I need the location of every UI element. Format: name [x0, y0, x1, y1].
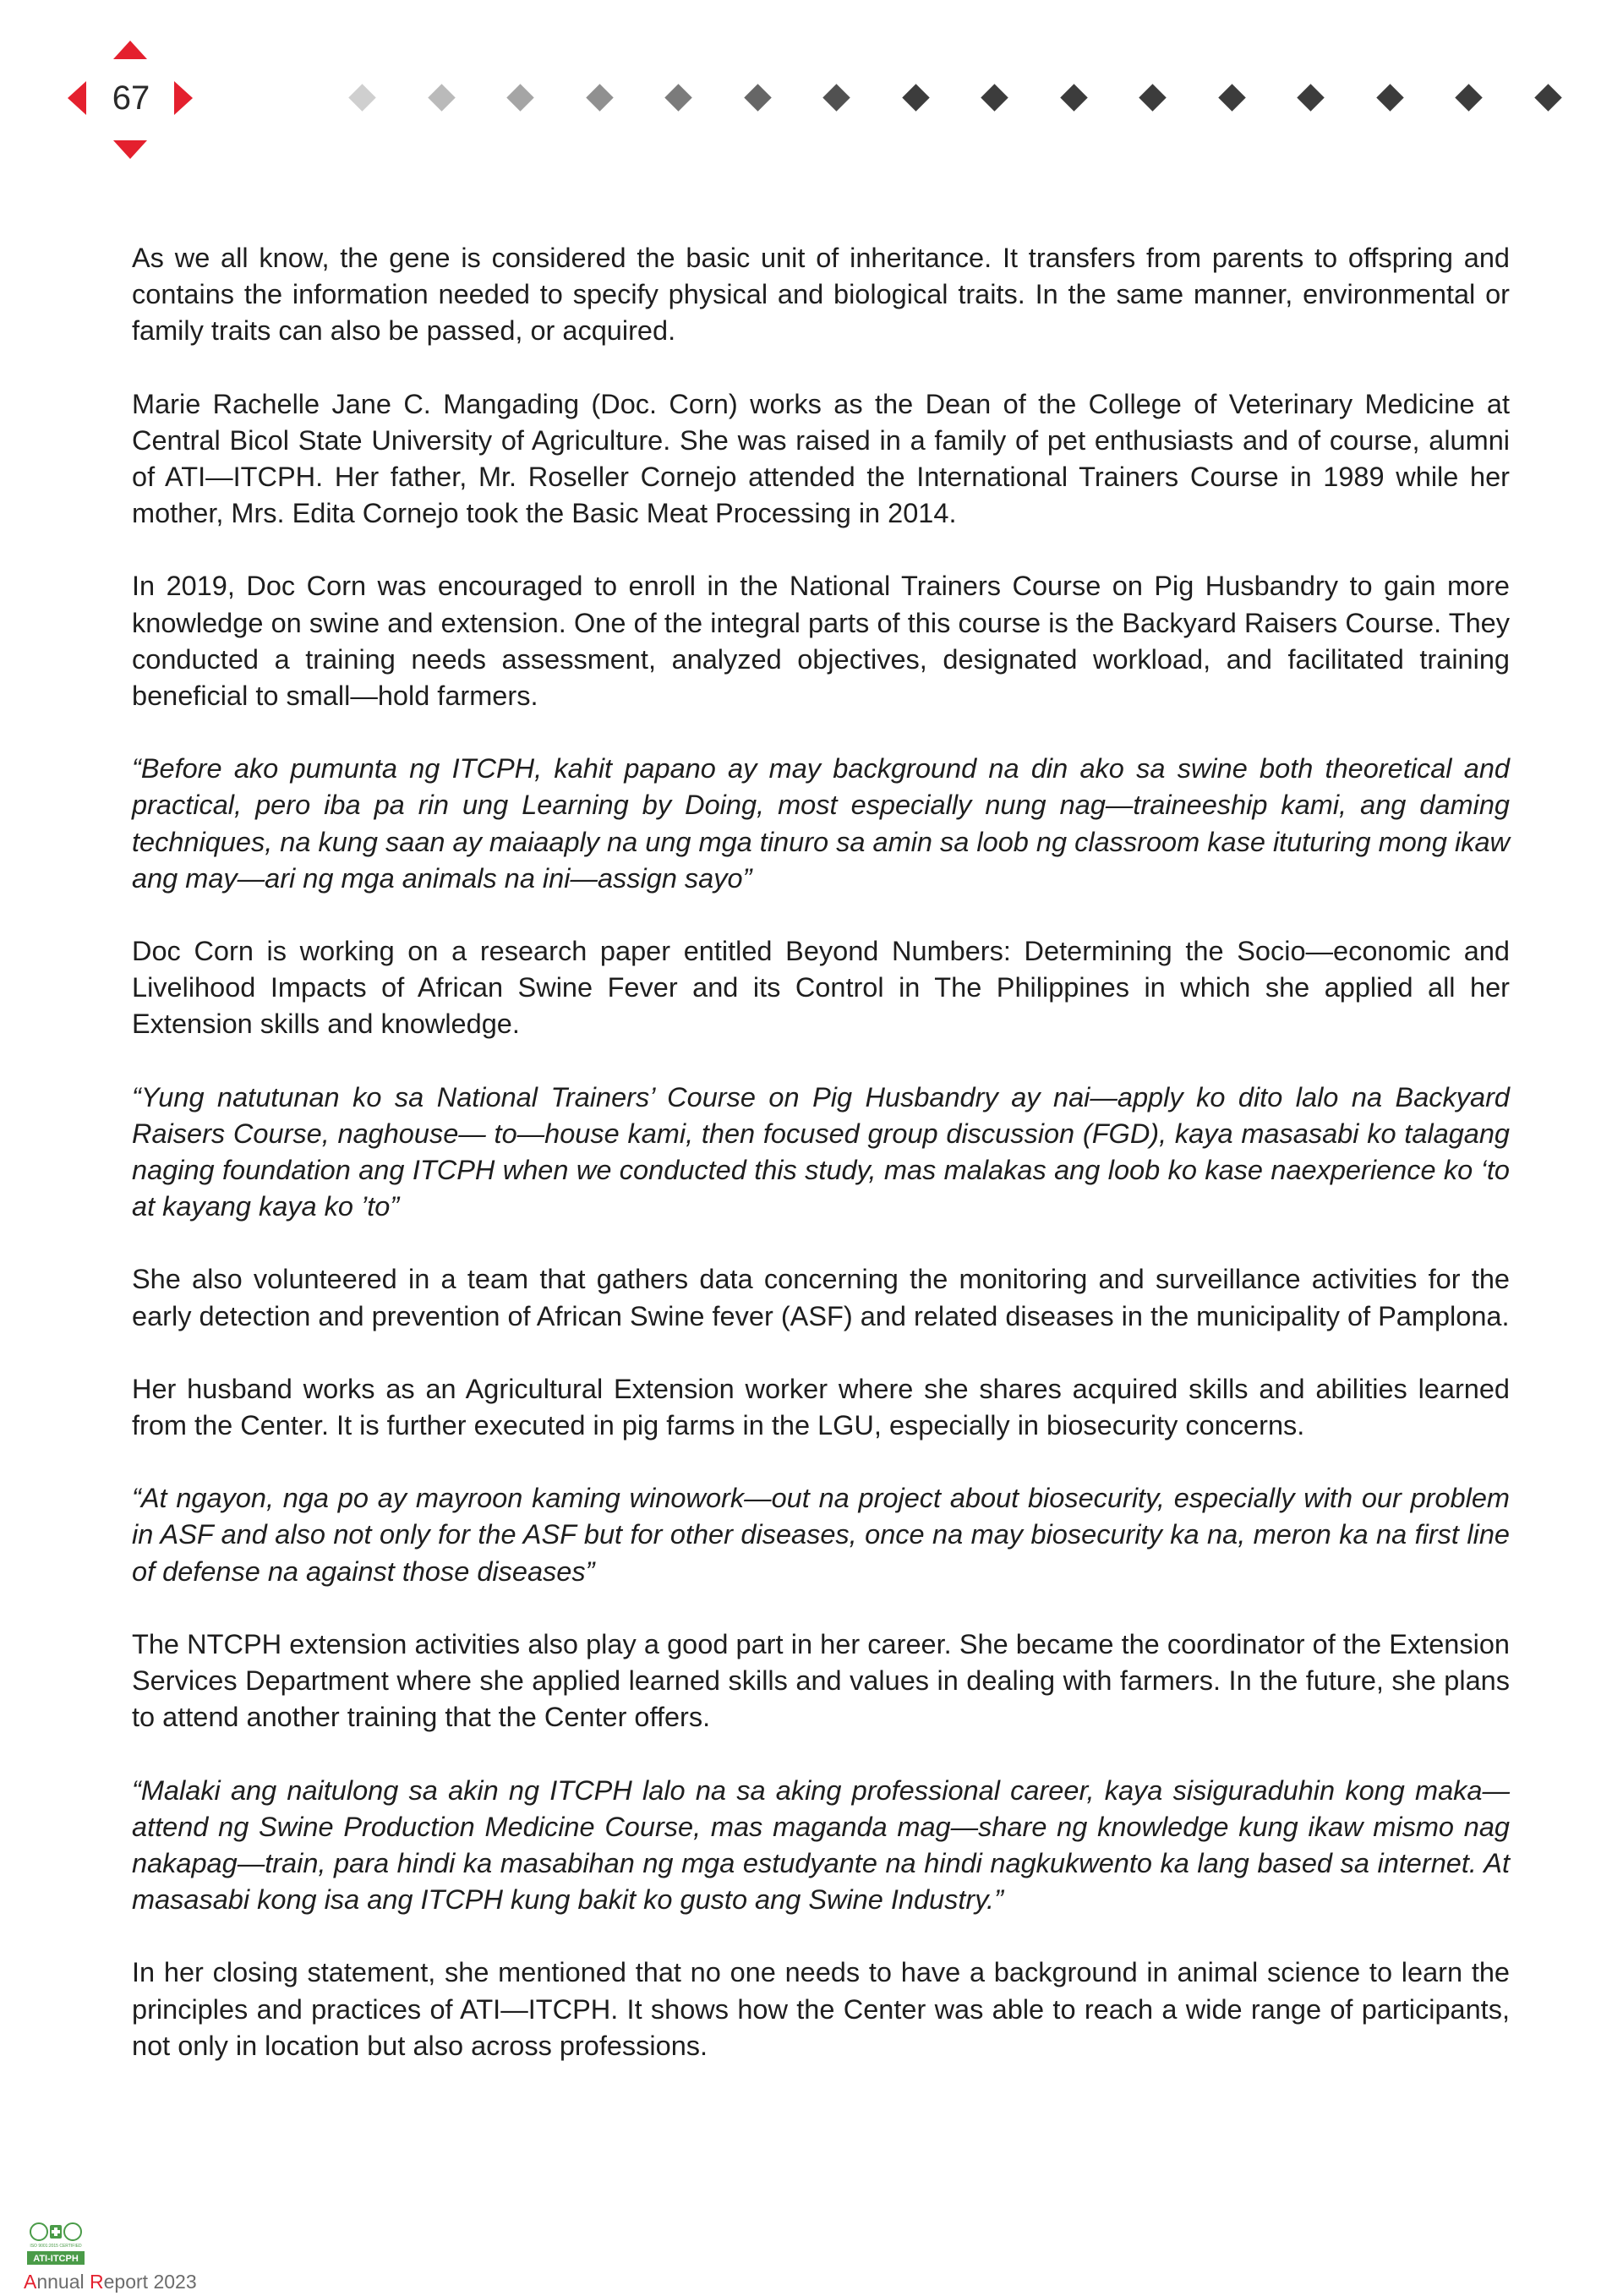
- diamond-ornament-icon: [664, 84, 692, 112]
- quote-paragraph: “Yung natutunan ko sa National Trainers’ Course on Pig Husbandry ay nai—apply ko dito lalo na Backyard Raisers Course, naghouse— to—house kami, then focused group discussion (FGD), kaya masasabi ko talagang naging foundation ang ITCPH when we conducted this study, mas malakas ang loob ko kase naexperience ko ‘to at kayang kaya ko ’to”: [132, 1081, 1510, 1222]
- diamond-ornament-icon: [1060, 84, 1088, 112]
- body-paragraph: The NTCPH extension activities also play a good part in her career. She became the coordinator of the Extension Services Department where she applied learned skills and values in dealing with farmers. In the future, she plans to attend another training that the Center offers.: [132, 1628, 1510, 1733]
- diamond-ornament-icon: [1455, 84, 1483, 112]
- footer: [22, 2215, 276, 2293]
- diamond-ornament-icon: [902, 84, 930, 112]
- diamond-ornament-icon: [586, 84, 614, 112]
- diamond-ornament-icon: [506, 84, 534, 112]
- body-paragraph: Doc Corn is working on a research paper entitled Beyond Numbers: Determining the Socio—economic and Livelihood Impacts of African Swine Fever and its Control in The Philippines in which she applied all her Extension skills and knowledge.: [132, 936, 1510, 1040]
- report-text-part-2: eport 2023: [103, 2271, 197, 2293]
- logo-caption: ISO 9001:2015 CERTIFIED: [30, 2244, 82, 2249]
- report-text-part-1: nnual: [36, 2271, 90, 2293]
- diamond-ornament-icon: [1534, 84, 1562, 112]
- annual-report-label: [24, 2271, 197, 2293]
- article-body: [132, 240, 1510, 2101]
- report-accent-letter-a: A: [24, 2271, 37, 2293]
- decorative-diamond-row: [0, 0, 1623, 135]
- diamond-ornament-icon: [348, 84, 376, 112]
- body-paragraph: Her husband works as an Agricultural Extension worker where she shares acquired skills and abilities learned from the Center. It is further executed in pig farms in the LGU, especially in biosecurity concerns.: [132, 1373, 1510, 1441]
- diamond-ornament-icon: [822, 84, 850, 112]
- body-paragraph: In 2019, Doc Corn was encouraged to enroll in the National Trainers Course on Pig Husbandry to gain more knowledge on swine and extension. One of the integral parts of this course is the Backyard Raisers Course. They conducted a training needs assessment, analyzed objectives, designated workload, and facilitated training beneficial to small—hold farmers.: [132, 571, 1510, 712]
- body-paragraph: She also volunteered in a team that gathers data concerning the monitoring and surveillance activities for the early detection and prevention of African Swine fever (ASF) and related diseases in the municipality of Pamplona.: [132, 1264, 1510, 1331]
- diamond-ornament-icon: [744, 84, 772, 112]
- report-accent-letter-r: R: [90, 2271, 104, 2293]
- diamond-ornament-icon: [1376, 84, 1404, 112]
- quote-paragraph: “Before ako pumunta ng ITCPH, kahit papano ay may background na din ako sa swine both theoretical and practical, pero iba pa rin ung Learning by Doing, most especially nung nag—traineeship kami, ang daming techniques, na kung saan ay maiaaply na ung mga tinuro sa amin sa loob ng classroom kase ituturing mong ikaw ang may—ari ng mga animals na ini—assign sayo”: [132, 753, 1510, 894]
- page-number: 67: [112, 79, 150, 117]
- quote-paragraph: “At ngayon, nga po ay mayroon kaming winowork—out na project about biosecurity, especially with our problem in ASF and also not only for the ASF but for other diseases, once na may biosecurity ka na, meron ka na first line of defense na against those diseases”: [132, 1483, 1510, 1587]
- diamond-ornament-icon: [981, 84, 1008, 112]
- diamond-ornament-icon: [1218, 84, 1246, 112]
- logo-text: ATI-ITCPH: [33, 2254, 79, 2264]
- body-paragraph: In her closing statement, she mentioned that no one needs to have a background in animal science to learn the principles and practices of ATI—ITCPH. It shows how the Center was able to reach a wide range of participants, not only in location but also across professions.: [132, 1957, 1510, 2061]
- body-paragraph: As we all know, the gene is considered the basic unit of inheritance. It transfers from parents to offspring and contains the information needed to specify physical and biological traits. In the same manner, environmental or family traits can also be passed, or acquired.: [132, 243, 1510, 347]
- diamond-ornament-icon: [1139, 84, 1167, 112]
- arrow-down-icon: [113, 140, 147, 159]
- quote-paragraph: “Malaki ang naitulong sa akin ng ITCPH lalo na sa aking professional career, kaya sisiguraduhin kong maka—attend ng Swine Production Medicine Course, mas maganda mag—share ng knowledge kung ikaw mismo nag nakapag—train, para hindi ka masabihan ng mga estudyante na hindi nagkukwento ka lang based sa internet. At masasabi kong isa ang ITCPH kung bakit ko gusto ang Swine Industry.”: [132, 1774, 1510, 1916]
- ati-itcph-logo-icon: [25, 2217, 86, 2267]
- diamond-ornament-icon: [428, 84, 456, 112]
- body-paragraph: Marie Rachelle Jane C. Mangading (Doc. Corn) works as the Dean of the College of Veterinary Medicine at Central Bicol State University of Agriculture. She was raised in a family of pet enthusiasts and of course, alumni of ATI—ITCPH. Her father, Mr. Roseller Cornejo attended the International Trainers Course in 1989 while her mother, Mrs. Edita Cornejo took the Basic Meat Processing in 2014.: [132, 388, 1510, 529]
- diamond-ornament-icon: [1297, 84, 1325, 112]
